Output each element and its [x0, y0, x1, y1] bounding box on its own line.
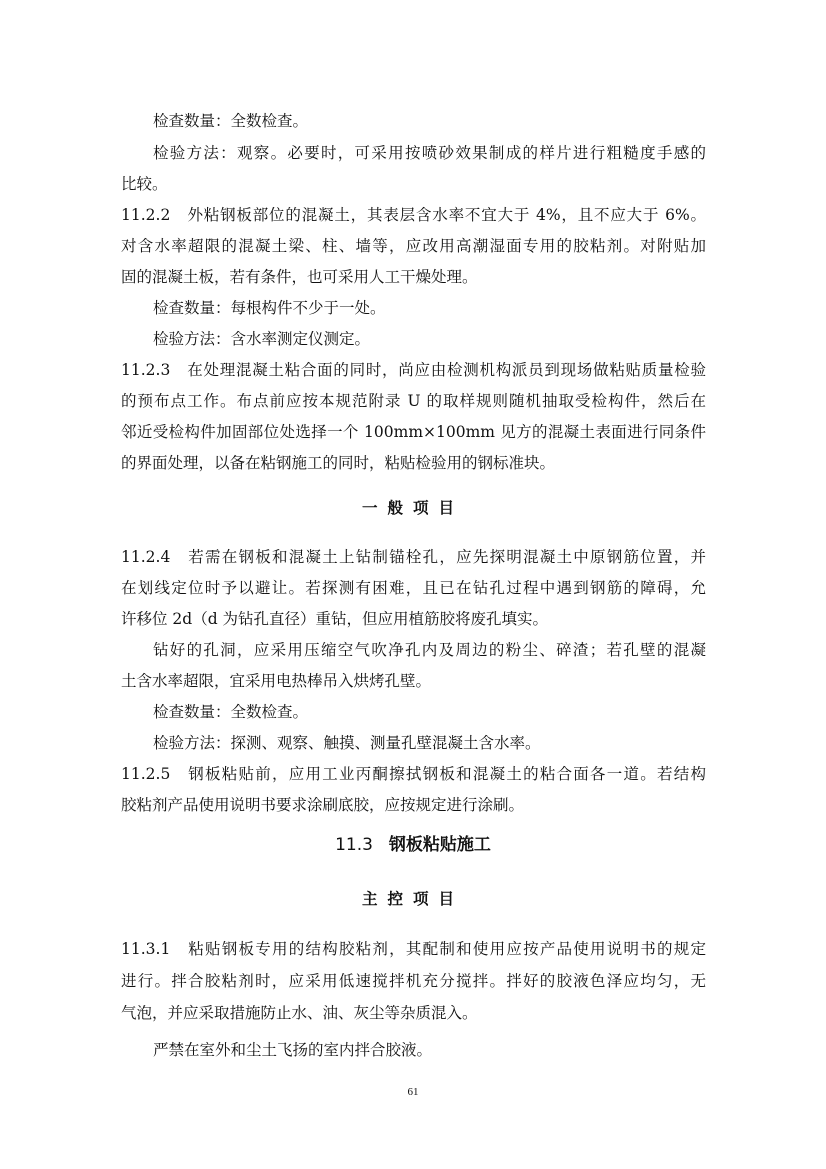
paragraph-line: 胶粘剂产品使用说明书要求涂刷底胶，应按规定进行涂刷。: [121, 796, 525, 814]
section-title: 钢板粘贴施工: [388, 835, 491, 855]
subheading-general-items: 一般项目: [361, 499, 464, 517]
paragraph-line: 检验方法：观察。必要时，可采用按喷砂效果制成的样片进行粗糙度手感的: [153, 144, 706, 162]
clause-11-2-4: 11.2.4 若需在钢板和混凝土上钻制锚栓孔，应先探明混凝土中原钢筋位置，并: [121, 548, 706, 566]
paragraph-line: 在划线定位时予以避让。若探测有困难，且已在钻孔过程中遇到钢筋的障碍，允: [121, 579, 706, 597]
paragraph-line: 气泡，并应采取措施防止水、油、灰尘等杂质混入。: [121, 1004, 478, 1022]
section-heading: [0, 832, 826, 858]
paragraph-line: 钻好的孔洞，应采用压缩空气吹净孔内及周边的粉尘、碎渣；若孔壁的混凝: [153, 641, 706, 659]
paragraph-line: 的界面处理，以备在粘钢施工的同时，粘贴检验用的钢标准块。: [121, 454, 556, 472]
paragraph-line: 检查数量：全数检查。: [153, 112, 309, 130]
paragraph-line: 邻近受检构件加固部位处选择一个 100mm×100mm 见方的混凝土表面进行同条件: [121, 423, 706, 441]
subheading-main-control-items: 主控项目: [361, 890, 464, 908]
section-number: 11.3: [335, 835, 373, 855]
paragraph-line: 检查数量：全数检查。: [153, 703, 309, 721]
paragraph-line: 进行。拌合胶粘剂时，应采用低速搅拌机充分搅拌。拌好的胶液色泽应均匀，无: [121, 972, 706, 990]
paragraph-line: 检验方法：含水率测定仪测定。: [153, 330, 371, 348]
page-number: 61: [407, 1086, 419, 1098]
paragraph-line: 检验方法：探测、观察、触摸、测量孔壁混凝土含水率。: [153, 734, 541, 752]
paragraph-line: 的预布点工作。布点前应按本规范附录 U 的取样规则随机抽取受检构件，然后在: [121, 392, 706, 410]
clause-11-2-2: 11.2.2 外粘钢板部位的混凝土，其表层含水率不宜大于 4%，且不应大于 6%。: [121, 206, 706, 224]
paragraph-line: 对含水率超限的混凝土梁、柱、墙等，应改用高潮湿面专用的胶粘剂。对附贴加: [121, 237, 706, 255]
clause-11-2-5: 11.2.5 钢板粘贴前，应用工业丙酮擦拭钢板和混凝土的粘合面各一道。若结构: [121, 765, 706, 783]
paragraph-line: 严禁在室外和尘土飞扬的室内拌合胶液。: [153, 1041, 433, 1059]
paragraph-line: 土含水率超限，宜采用电热棒吊入烘烤孔壁。: [121, 672, 432, 690]
paragraph-line: 检查数量：每根构件不少于一处。: [153, 299, 386, 317]
paragraph-line: 固的混凝土板，若有条件，也可采用人工干燥处理。: [121, 268, 478, 286]
paragraph-line: 比较。: [121, 175, 168, 193]
paragraph-line: 许移位 2d（d 为钻孔直径）重钻，但应用植筋胶将废孔填实。: [121, 610, 549, 628]
clause-11-3-1: 11.3.1 粘贴钢板专用的结构胶粘剂，其配制和使用应按产品使用说明书的规定: [121, 940, 706, 958]
clause-11-2-3: 11.2.3 在处理混凝土粘合面的同时，尚应由检测机构派员到现场做粘贴质量检验: [121, 361, 706, 379]
